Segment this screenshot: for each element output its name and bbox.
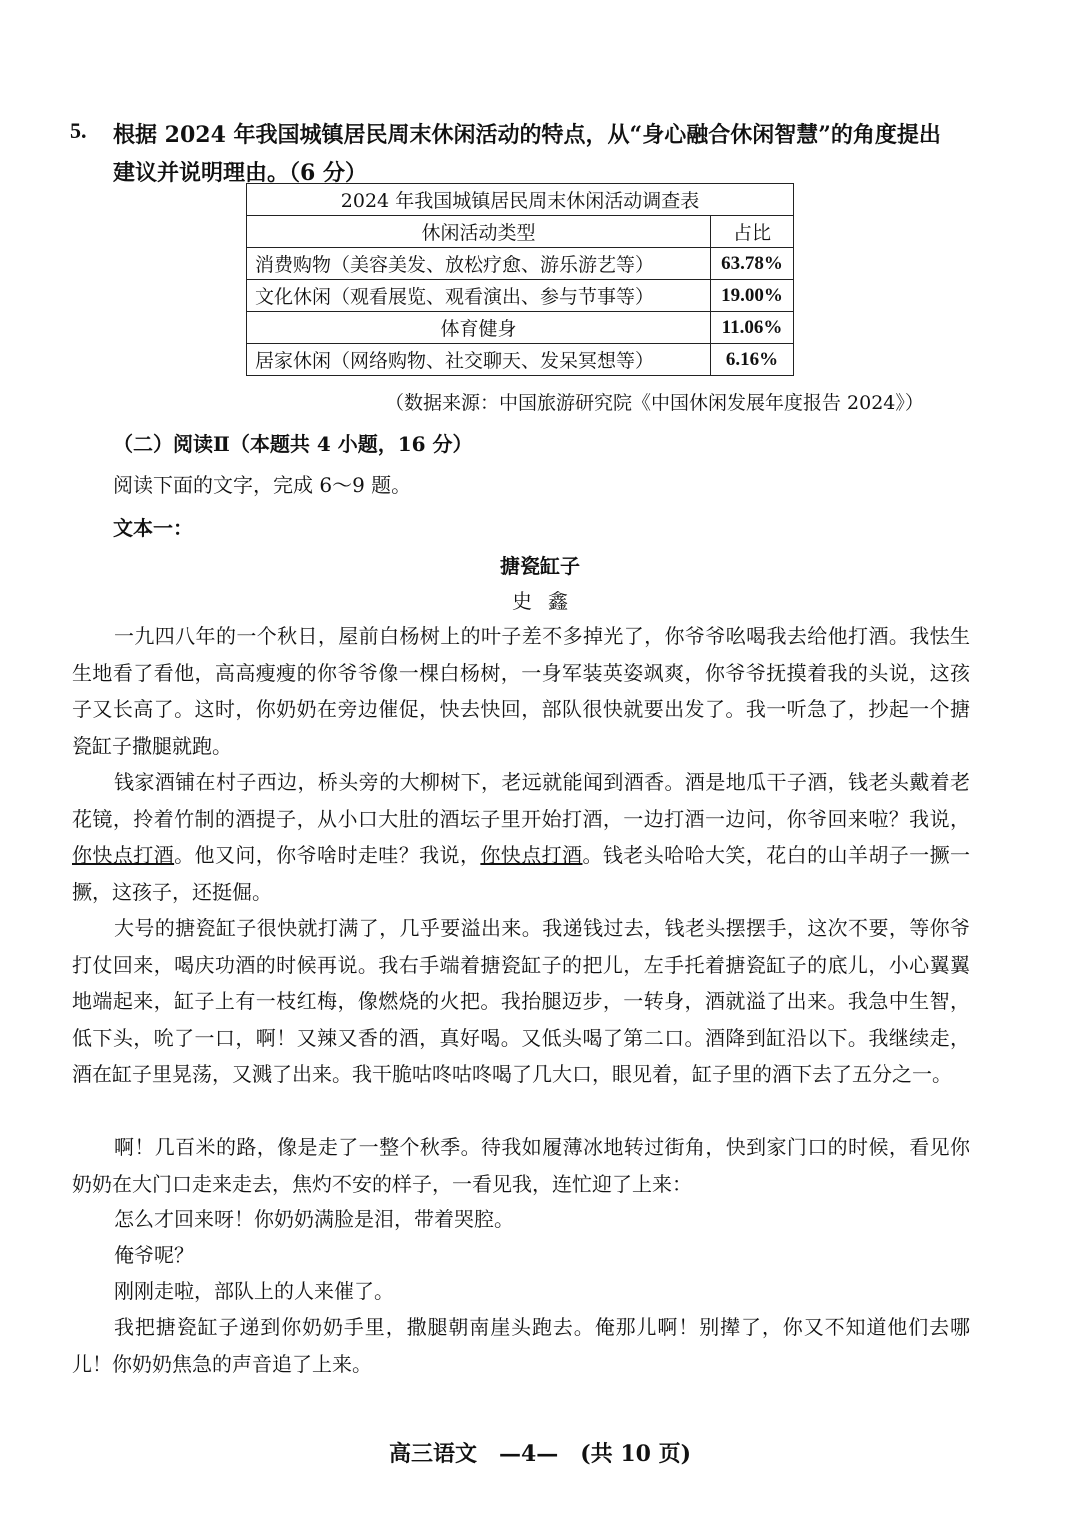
row-type: 消费购物（美容美发、放松疗愈、游乐游艺等） — [247, 248, 711, 280]
question-number: 5. — [70, 118, 87, 143]
table-header-share: 占比 — [711, 216, 794, 248]
row-type: 居家休闲（网络购物、社交聊天、发呆冥想等） — [247, 344, 711, 376]
row-share: 63.78% — [711, 248, 794, 280]
row-share: 19.00% — [711, 280, 794, 312]
story-paragraph: 我把搪瓷缸子递到你奶奶手里，撒腿朝南崖头跑去。俺那儿啊！别撵了，你又不知道他们去哪儿！你奶奶焦急的声音追了上来。 — [72, 1315, 970, 1376]
paragraph-text: 钱家酒铺在村子西边，桥头旁的大柳树下，老远就能闻到酒香。酒是地瓜干子酒，钱老头戴着老花镜，拎着竹制的酒提子，从小口大肚的酒坛子里开始打酒，一边打酒一边问，你爷回来啦？我说， — [72, 770, 970, 831]
section-heading: （二）阅读Ⅱ（本题共 4 小题，16 分） — [113, 432, 473, 456]
story-paragraph: 刚刚走啦，部队上的人来催了。 — [114, 1279, 394, 1303]
row-share: 6.16% — [711, 344, 794, 376]
table-row — [247, 344, 794, 376]
story-paragraph: 一九四八年的一个秋日，屋前白杨树上的叶子差不多掉光了，你爷爷吆喝我去给他打酒。我怯生生地看了看他，高高瘦瘦的你爷爷像一棵白杨树，一身军装英姿飒爽，你爷爷抚摸着我的头说，这孩子又长高了。这时，你奶奶在旁边催促，快去快回，部队很快就要出发了。我一听急了，抄起一个搪瓷缸子撒腿就跑。 — [72, 624, 970, 758]
table-title: 2024 年我国城镇居民周末休闲活动调查表 — [247, 184, 794, 216]
question-text-line2: 建议并说明理由。（6 分） — [113, 160, 367, 186]
story-author: 史鑫 — [512, 589, 584, 613]
paragraph-text: 。钱老头哈哈大笑，花白的山羊胡子一撅一撅，这孩子，还挺倔。 — [72, 843, 971, 904]
row-type: 文化休闲（观看展览、观看演出、参与节事等） — [247, 280, 711, 312]
table-row — [247, 280, 794, 312]
story-paragraph: 啊！几百米的路，像是走了一整个秋季。待我如履薄冰地转过街角，快到家门口的时候，看见你奶奶在大门口走来走去，焦灼不安的样子，一看见我，连忙迎了上来： — [72, 1135, 970, 1196]
story-paragraph — [72, 764, 970, 910]
story-paragraph: 俺爷呢？ — [114, 1243, 194, 1267]
paragraph-text: 。他又问，你爷啥时走哇？我说， — [174, 843, 481, 867]
underlined-phrase: 你快点打酒 — [480, 843, 583, 867]
survey-table — [246, 183, 794, 376]
data-source-note: （数据来源：中国旅游研究院《中国休闲发展年度报告 2024》） — [385, 392, 924, 414]
question-text-line1: 根据 2024 年我国城镇居民周末休闲活动的特点，从“身心融合休闲智慧”的角度提出 — [113, 122, 941, 148]
underlined-phrase: 你快点打酒 — [72, 843, 175, 867]
story-paragraph: 大号的搪瓷缸子很快就打满了，几乎要溢出来。我递钱过去，钱老头摆摆手，这次不要，等你爷打仗回来，喝庆功酒的时候再说。我右手端着搪瓷缸子的把儿，左手托着搪瓷缸子的底儿，小心翼翼地端起来，缸子上有一枝红梅，像燃烧的火把。我抬腿迈步，一转身，酒就溢了出来。我急中生智，低下头，吮了一口，啊！又辣又香的酒，真好喝。又低头喝了第二口。酒降到缸沿以下。我继续走，酒在缸子里晃荡，又溅了出来。我干脆咕咚咕咚喝了几大口，眼见着，缸子里的酒下去了五分之一。 — [72, 916, 970, 1086]
text-label: 文本一： — [113, 516, 193, 540]
reading-instruction: 阅读下面的文字，完成 6～9 题。 — [113, 473, 412, 497]
table-header-type: 休闲活动类型 — [247, 216, 711, 248]
table-row — [247, 248, 794, 280]
story-title: 搪瓷缸子 — [500, 554, 580, 578]
row-type: 体育健身 — [247, 312, 711, 344]
table-row — [247, 312, 794, 344]
page-footer: 高三语文 —4— (共 10 页) — [388, 1441, 692, 1467]
story-paragraph: 怎么才回来呀！你奶奶满脸是泪，带着哭腔。 — [114, 1207, 514, 1231]
row-share: 11.06% — [711, 312, 794, 344]
